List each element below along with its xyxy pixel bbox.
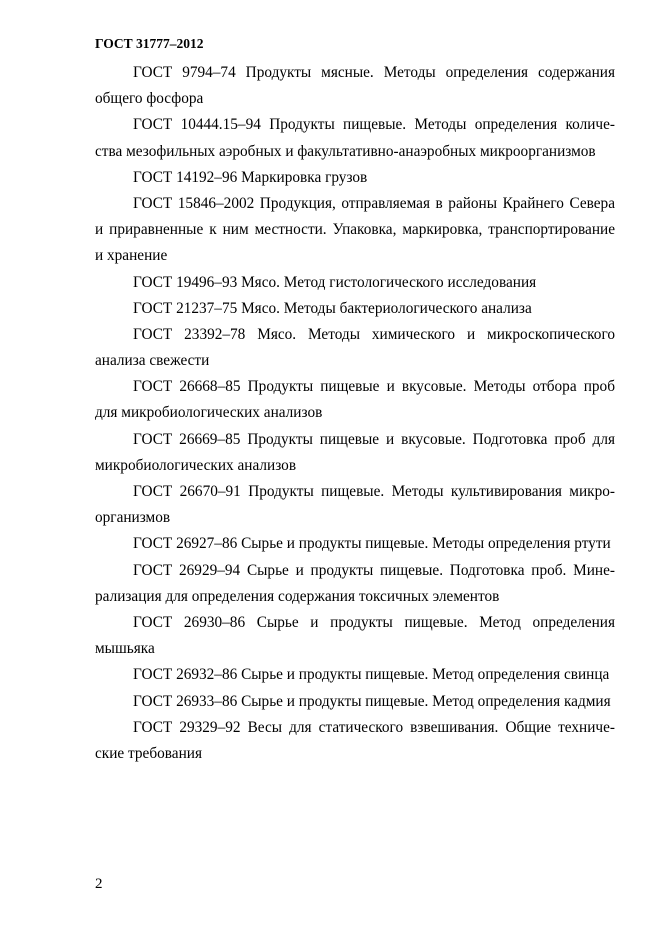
reference-line: анализа свежести	[95, 352, 210, 370]
reference-line: ГОСТ 14192–96 Маркировка грузов	[133, 168, 368, 186]
document-header-code: ГОСТ 31777–2012	[95, 36, 204, 51]
reference-entry	[95, 479, 615, 531]
reference-entry	[95, 191, 615, 270]
reference-entry	[95, 322, 615, 374]
reference-line: ГОСТ 21237–75 Мясо. Методы бактериологического анализа	[133, 299, 532, 317]
reference-entry	[95, 715, 615, 767]
reference-line: микробиологических анализов	[95, 456, 297, 474]
reference-entry	[95, 531, 615, 557]
reference-line: и хранение	[95, 247, 168, 265]
reference-line: ГОСТ 23392–78 Мясо. Методы химического и микроскопического	[133, 325, 615, 343]
reference-line: ГОСТ 26933–86 Сырье и продукты пищевые. Метод определения кадмия	[133, 692, 611, 710]
reference-line: ГОСТ 26929–94 Сырье и продукты пищевые. Подготовка проб. Мине-	[133, 561, 615, 579]
reference-line: ства мезофильных аэробных и факультативно-анаэробных микроорганизмов	[95, 142, 596, 160]
reference-line: ГОСТ 19496–93 Мясо. Метод гистологического исследования	[133, 273, 537, 291]
reference-line: мышьяка	[95, 640, 155, 658]
reference-line: ские требования	[95, 744, 202, 762]
reference-entry	[95, 427, 615, 479]
reference-line: ГОСТ 26668–85 Продукты пищевые и вкусовые. Методы отбора проб	[133, 378, 615, 396]
normative-references-list	[95, 60, 615, 767]
reference-line: ГОСТ 26669–85 Продукты пищевые и вкусовые. Подготовка проб для	[133, 430, 615, 448]
reference-line: ГОСТ 9794–74 Продукты мясные. Методы определения содержания	[133, 64, 615, 81]
reference-line: ГОСТ 26927–86 Сырье и продукты пищевые. Методы определения ртути	[133, 535, 611, 553]
reference-entry	[95, 296, 615, 322]
page-number: 2	[95, 876, 103, 892]
reference-entry	[95, 112, 615, 164]
reference-line: организмов	[95, 509, 171, 527]
reference-entry	[95, 662, 615, 688]
reference-entry	[95, 165, 615, 191]
reference-entry	[95, 374, 615, 426]
reference-entry	[95, 689, 615, 715]
reference-entry	[95, 60, 615, 112]
reference-entry	[95, 610, 615, 662]
reference-line: рализация для определения содержания токсичных элементов	[95, 587, 500, 605]
reference-line: ГОСТ 26670–91 Продукты пищевые. Методы культивирования микро-	[133, 483, 615, 500]
reference-line: для микробиологических анализов	[95, 404, 323, 422]
reference-line: ГОСТ 15846–2002 Продукция, отправляемая в районы Крайнего Севера	[133, 194, 615, 212]
reference-entry	[95, 558, 615, 610]
reference-line: ГОСТ 26932–86 Сырье и продукты пищевые. Метод определения свинца	[133, 666, 610, 684]
reference-entry	[95, 270, 615, 296]
reference-line: ГОСТ 10444.15–94 Продукты пищевые. Методы определения количе-	[133, 116, 615, 134]
reference-line: общего фосфора	[95, 90, 204, 108]
reference-line: ГОСТ 29329–92 Весы для статического взвешивания. Общие техниче-	[133, 718, 615, 736]
reference-line: и приравненные к ним местности. Упаковка, маркировка, транспортирование	[95, 221, 615, 239]
reference-line: ГОСТ 26930–86 Сырье и продукты пищевые. Метод определения	[133, 613, 615, 631]
